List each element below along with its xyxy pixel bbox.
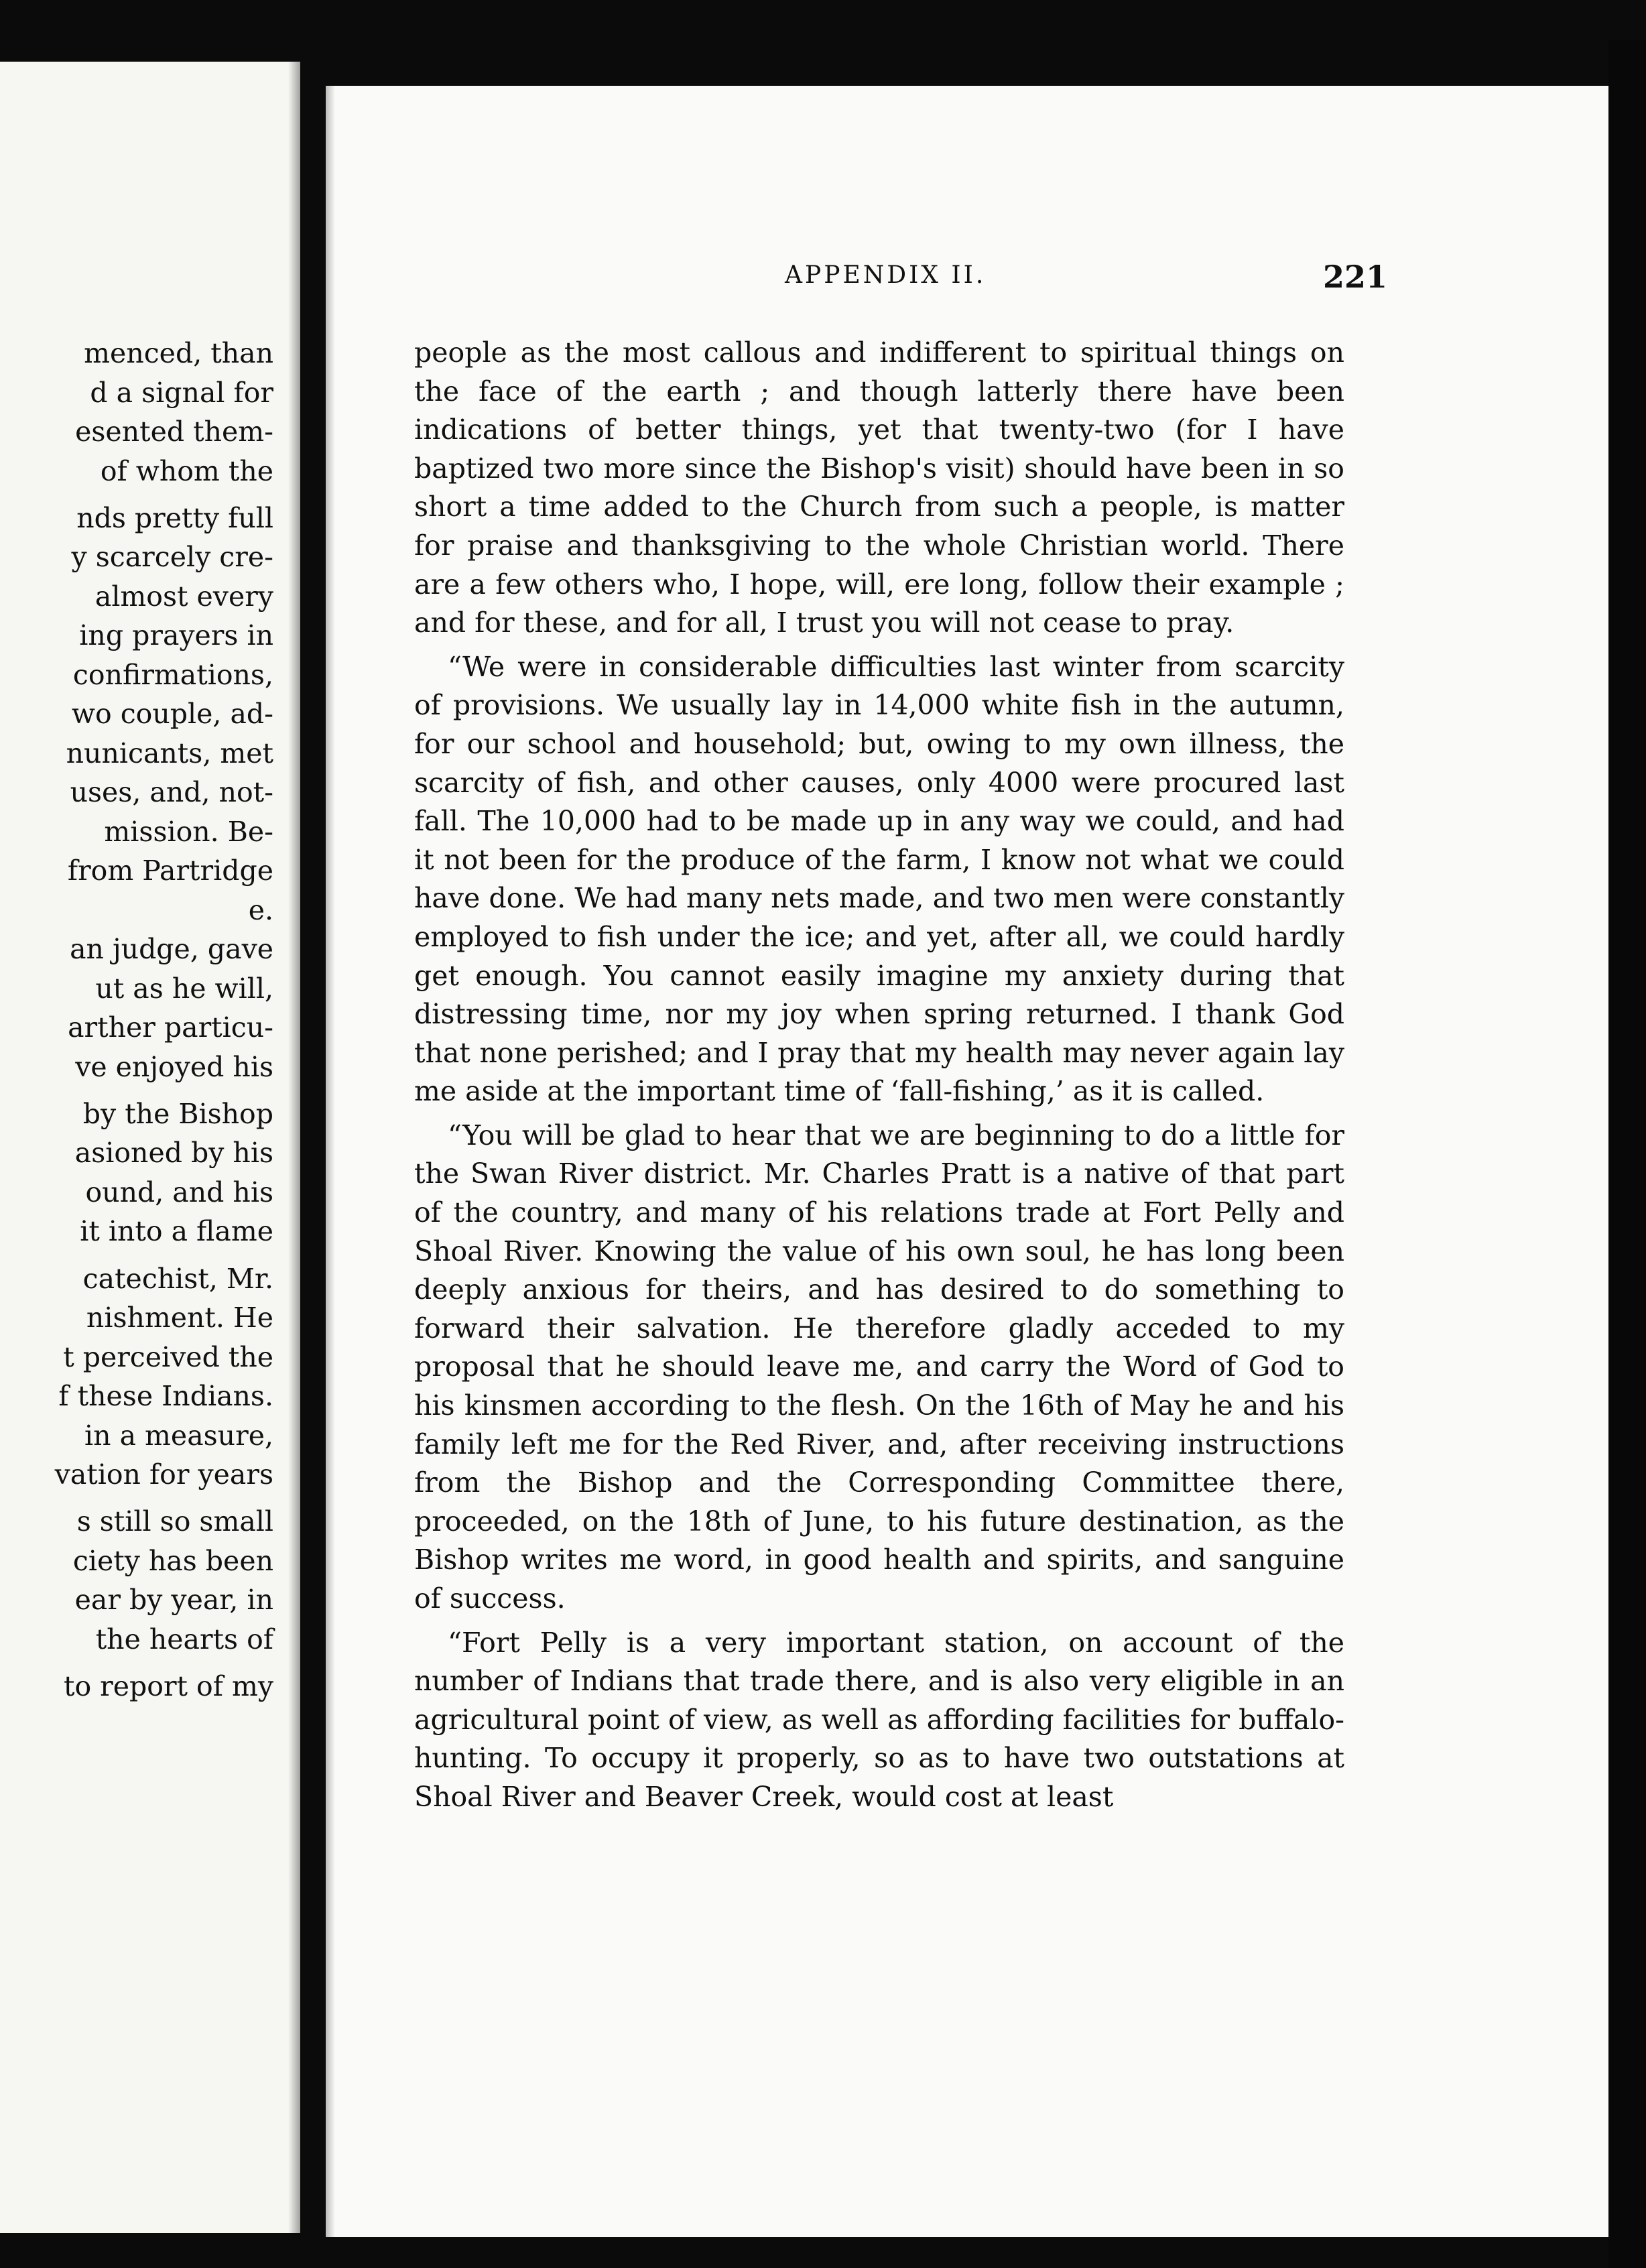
left-page-line: arther particu- [68, 1011, 273, 1044]
scan-border [1608, 40, 1646, 2268]
left-page-line: ing prayers in [79, 619, 273, 652]
left-page-line: nishment. He [86, 1302, 273, 1334]
running-head: APPENDIX II. [785, 261, 987, 289]
left-page [0, 62, 300, 2233]
left-page-line: asioned by his [74, 1137, 273, 1170]
page-inner-shadow [326, 86, 335, 2237]
page-number: 221 [1323, 259, 1388, 295]
left-page-line: an judge, gave [70, 933, 273, 966]
left-page-line: ut as he will, [95, 972, 273, 1005]
left-page-line: s still so small [76, 1505, 273, 1538]
page-header [326, 261, 1610, 302]
left-page-line: mission. Be- [104, 815, 273, 848]
left-page-line: of whom the [100, 454, 273, 487]
body-text [414, 334, 1344, 1817]
left-page-line: confirmations, [72, 658, 273, 691]
left-page-line: menced, than [84, 337, 273, 369]
left-page-line: ound, and his [85, 1176, 273, 1208]
left-page-line: f these Indians. [58, 1380, 273, 1413]
left-page-line: from Partridge [67, 855, 273, 887]
left-page-line: ciety has been [72, 1544, 273, 1577]
left-page-line: it into a flame [80, 1215, 273, 1248]
left-page-line: nds pretty full [76, 501, 273, 534]
left-page-line: d a signal for [90, 376, 273, 409]
left-page-line: ear by year, in [74, 1584, 273, 1617]
left-page-line: esented them- [75, 416, 273, 448]
left-page-line: ve enjoyed his [75, 1050, 273, 1083]
left-page-line: in a measure, [84, 1419, 273, 1452]
left-page-line: wo couple, ad- [71, 698, 273, 731]
paragraph: “You will be glad to hear that we are beginning to do a little for the Swan River district. Mr. Charles Pratt is a native of that part of the country, and many of his relations trade at Fort Pelly and Shoal River. Knowing the value of his own soul, he has long been deeply anxious for theirs, and has desired to do something to forward their salvation. He therefore gladly acceded to my proposal that he should leave me, and carry the Word of God to his kinsmen according to the flesh. On the 16th of May he and his family left me for the Red River, and, after receiving instructions from the Bishop and the Corresponding Committee there, proceeded, on the 18th of June, to his future destination, as the Bishop writes me word, in good health and spirits, and sanguine of success. [414, 1119, 1344, 1615]
gutter-shadow [288, 62, 300, 2233]
left-page-line: y scarcely cre- [71, 541, 273, 574]
left-page-line: to report of my [63, 1670, 273, 1702]
left-page-line: t perceived the [63, 1340, 273, 1373]
left-page-line: catechist, Mr. [82, 1262, 273, 1295]
left-page-line: e. [248, 893, 273, 926]
paragraph: “We were in considerable difficulties last winter from scarcity of provisions. We usually lay in 14,000 white fish in the autumn, for our school and household; but, owing to my own illness, the scarcity of fish, and other causes, only 4000 were procured last fall. The 10,000 had to be made up in any way we could, and had it not been for the produce of the farm, I know not what we could have done. We had many nets made, and two men were constantly employed to fish under the ice; and yet, after all, we could hardly get enough. You cannot easily imagine my anxiety during that distressing time, nor my joy when spring returned. I thank God that none perished; and I pray that my health may never again lay me aside at the important time of ‘fall-fishing,’ as it is called. [414, 650, 1344, 1108]
left-page-line: nunicants, met [66, 737, 273, 769]
right-page [326, 86, 1610, 2237]
left-page-line: the hearts of [95, 1623, 273, 1655]
left-page-line: almost every [94, 580, 273, 613]
paragraph: people as the most callous and indifferent to spiritual things on the face of the earth ; and though latterly there have been indications of better things, yet that twenty-two (for I have baptized two more since the Bishop's visit) should have been in so short a time added to the Church from such a people, is matter for praise and thanksgiving to the whole Christian world. There are a few others who, I hope, will, ere long, follow their example ; and for these, and for all, I trust you will not cease to pray. [414, 336, 1344, 639]
paragraph: “Fort Pelly is a very important station, on account of the number of Indians that trade there, and is also very eligible in an agricultural point of view, as well as affording facilities for buffalo-hunting. To occupy it properly, so as to have two outstations at Shoal River and Beaver Creek, would cost at least [414, 1626, 1344, 1813]
left-page-line: vation for years [54, 1458, 273, 1491]
left-page-line: uses, and, not- [70, 776, 273, 809]
left-page-line: by the Bishop [82, 1097, 273, 1130]
